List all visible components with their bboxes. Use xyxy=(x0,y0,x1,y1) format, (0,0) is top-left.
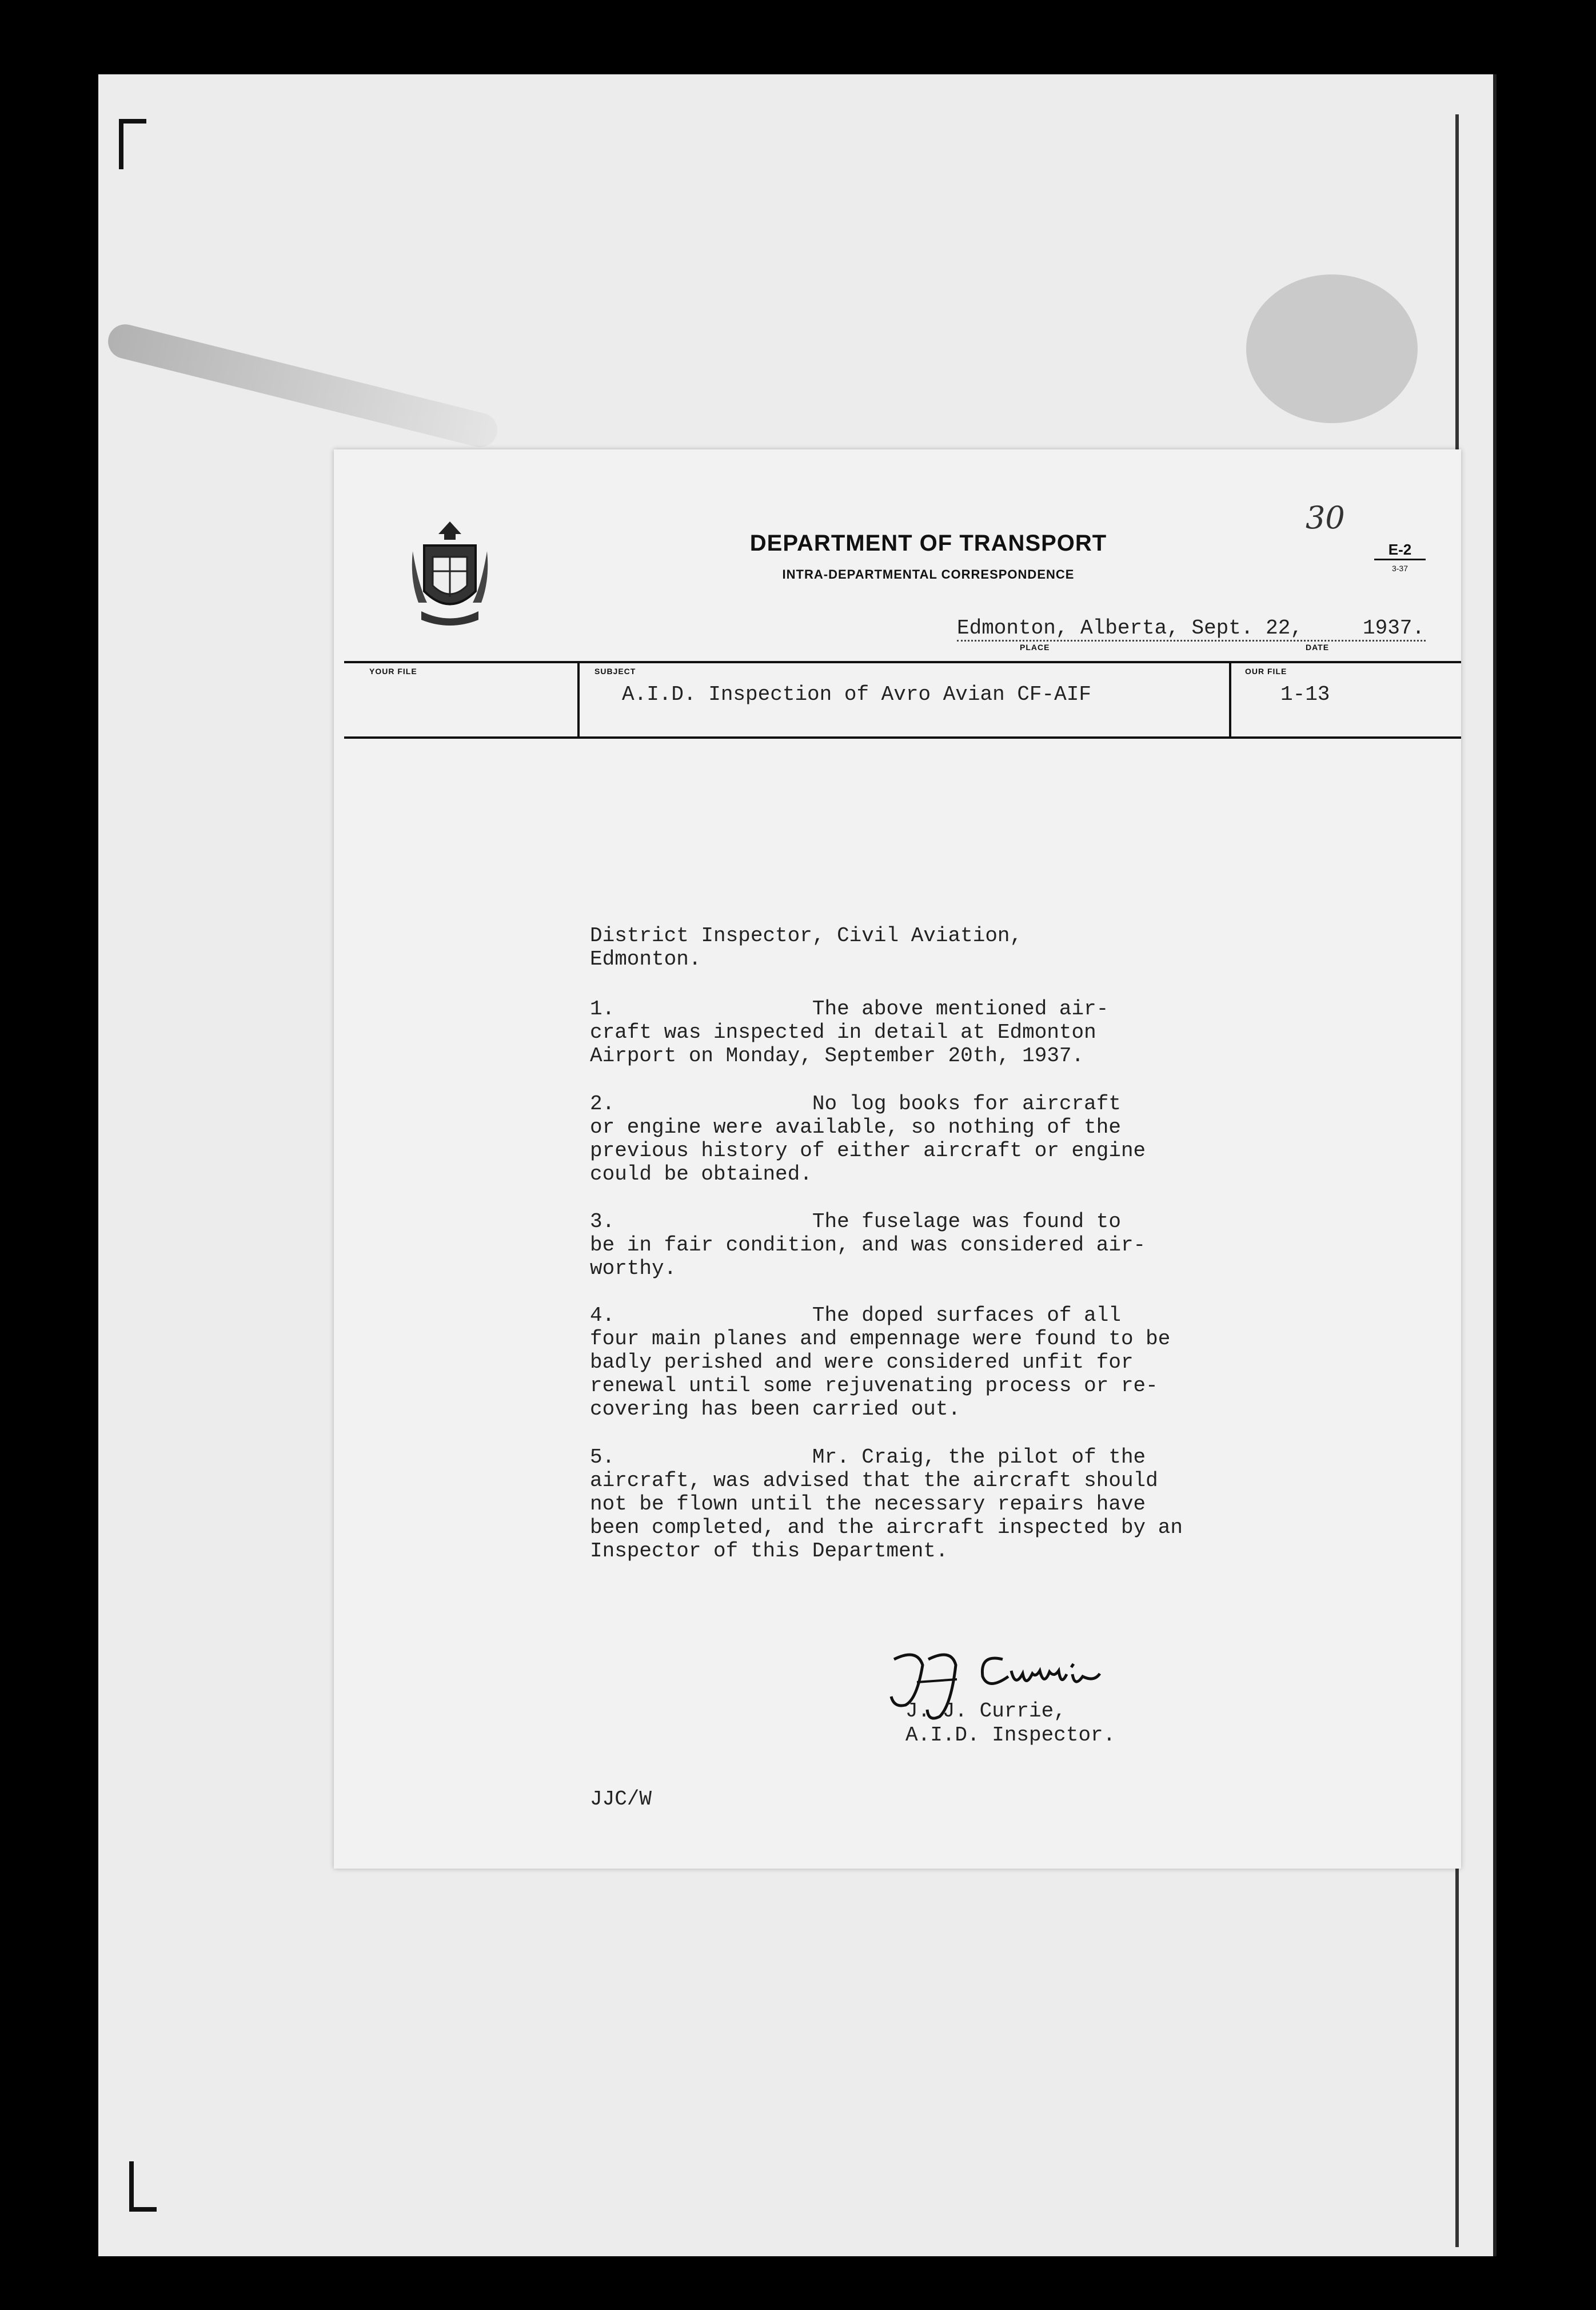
form-number: E-2 xyxy=(1374,541,1426,560)
subject-label: SUBJECT xyxy=(594,667,636,676)
paragraph-5: 5. Mr. Craig, the pilot of the aircraft, was advised that the aircraft should not be flown until the necessary repairs have been completed, and the aircraft inspected by an Inspector of this Department. xyxy=(590,1445,1183,1563)
addressee: District Inspector, Civil Aviation, Edmonton. xyxy=(590,924,1023,971)
crop-mark-bottom-left xyxy=(129,2161,157,2212)
subject-value: A.I.D. Inspection of Avro Avian CF-AIF xyxy=(622,683,1091,706)
header-divider xyxy=(577,663,580,736)
coat-of-arms-icon xyxy=(407,517,493,631)
correspondence-subtitle: INTRA-DEPARTMENTAL CORRESPONDENCE xyxy=(782,567,1075,582)
date-label: DATE xyxy=(1306,643,1330,652)
paragraph-1: 1. The above mentioned air- craft was inspected in detail at Edmonton Airport on Monday, September 20th, 1937. xyxy=(590,997,1109,1068)
paragraph-2: 2. No log books for aircraft or engine were available, so nothing of the previous history of either aircraft or engine could be obtained. xyxy=(590,1092,1146,1186)
your-file-label: YOUR FILE xyxy=(369,667,417,676)
signatory-name: J. J. Currie, xyxy=(905,1699,1066,1723)
our-file-value: 1-13 xyxy=(1280,683,1330,706)
paragraph-4: 4. The doped surfaces of all four main planes and empennage were found to be badly perished and were considered unfit for renewal until some rejuvenating process or re- covering has been carried out. xyxy=(590,1304,1171,1421)
reference-initials: JJC/W xyxy=(590,1787,652,1811)
place-label: PLACE xyxy=(1020,643,1050,652)
header-divider xyxy=(1229,663,1231,736)
place-date-value: Edmonton, Alberta, Sept. 22, xyxy=(957,616,1303,640)
form-date: 3-37 xyxy=(1391,564,1409,573)
our-file-label: OUR FILE xyxy=(1245,667,1287,676)
stain-mark xyxy=(1246,274,1418,423)
signatory-title: A.I.D. Inspector. xyxy=(905,1723,1116,1747)
department-title: DEPARTMENT OF TRANSPORT xyxy=(749,531,1107,556)
place-date-line xyxy=(957,616,1426,642)
paragraph-3: 3. The fuselage was found to be in fair condition, and was considered air- worthy. xyxy=(590,1210,1146,1280)
year-value: 1937. xyxy=(1363,616,1425,640)
folio-number: 30 xyxy=(1306,500,1345,536)
crop-mark-top-left xyxy=(119,119,146,169)
memo-sheet xyxy=(334,449,1461,1869)
